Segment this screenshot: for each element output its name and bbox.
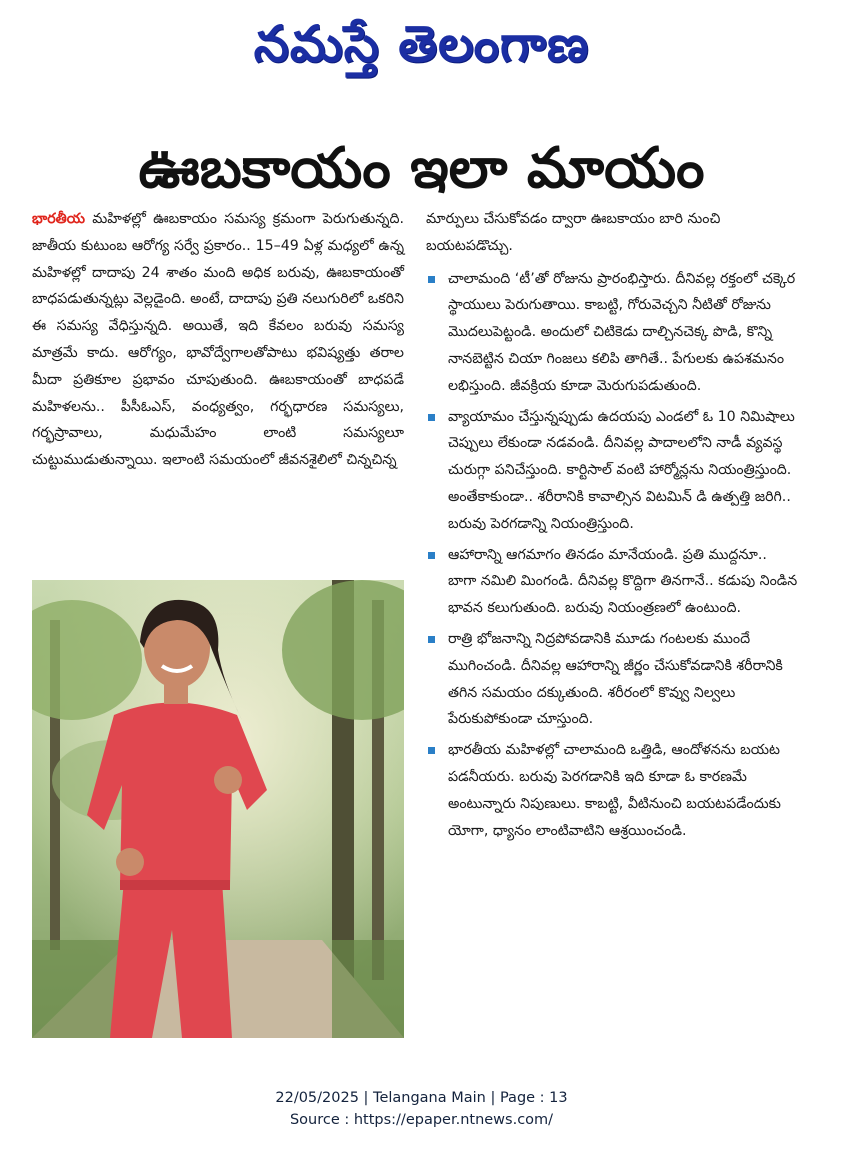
intro-lead-word: భారతీయ (32, 211, 85, 227)
intro-body: మహిళల్లో ఊబకాయం సమస్య క్రమంగా పెరుగుతున్నది. జాతీయ కుటుంబ ఆరోగ్య సర్వే ప్రకారం.. 15–49 ఏళ్ల మధ్యలో ఉన్న మహిళల్లో దాదాపు 24 శాతం మంది అధిక బరువు, ఊబకాయంతో బాధపడుతున్నట్లు వెల్లడైంది. అంటే, దాదాపు ప్రతి నలుగురిలో ఒకరిని ఈ సమస్య వేధిస్తున్నది. అయితే, ఇది కేవలం బరువు సమస్య మాత్రమే కాదు. ఆరోగ్యం, భావోద్వేగాలతోపాటు భవిష్యత్తు తరాల మీదా ప్రతికూల ప్రభావం చూపుతుంది. ఊబకాయంతో బాధపడే మహిళలను.. పీసీఓఎస్, వంధ్యత్వం, గర్భధారణ సమస్యలు, గర్భస్రావాలు, మధుమేహం లాంటి సమస్యలూ చుట్టుముడుతున్నాయి. ఇలాంటి సమయంలో జీవనశైలిలో చిన్నచిన్న (32, 211, 404, 469)
footer-dateline: 22/05/2025 | Telangana Main | Page : 13 (275, 1090, 568, 1106)
tip-text: చాలామంది ‘టీ’తో రోజును ప్రారంభిస్తారు. దీనివల్ల రక్తంలో చక్కెర స్థాయులు పెరుగుతాయి. కాబట్టి, గోరువెచ్చని నీటితో రోజును మొదలుపెట్టండి. అందులో చిటికెడు దాల్చినచెక్క పొడి, కొన్ని నానబెట్టిన చియా గింజలు కలిపి తాగితే.. పేగులకు ఉపశమనం లభిస్తుంది. జీవక్రియ కూడా మెరుగుపడుతుంది. (448, 270, 796, 394)
bullet-square-icon (428, 636, 435, 643)
tips-column (426, 206, 798, 848)
masthead-logo: నమస్తే తెలంగాణ (253, 15, 590, 73)
article-headline: ఊబకాయం ఇలా మాయం (138, 136, 705, 201)
tip-item (426, 266, 798, 400)
bullet-square-icon (428, 747, 435, 754)
tip-item (426, 542, 798, 622)
tip-item (426, 626, 798, 733)
tip-text: రాత్రి భోజనాన్ని నిద్రపోవడానికి మూడు గంటలకు ముందే ముగించండి. దీనివల్ల ఆహారాన్ని జీర్ణం చేసుకోవడానికి శరీరానికి తగిన సమయం దక్కుతుంది. శరీరంలో కొవ్వు నిల్వలు పేరుకుపోకుండా చూస్తుంది. (448, 630, 783, 728)
footer-source-link[interactable]: Source : https://epaper.ntnews.com/ (289, 1112, 554, 1128)
bullet-square-icon (428, 552, 435, 559)
article-intro (32, 206, 404, 474)
intro-continued: మార్పులు చేసుకోవడం ద్వారా ఊబకాయం బారి నుంచి బయటపడొచ్చు. (426, 211, 721, 254)
tip-item (426, 737, 798, 844)
tip-text: భారతీయ మహిళల్లో చాలామంది ఒత్తిడి, ఆందోళనను బయట పడనీయరు. బరువు పెరగడానికి ఇది కూడా ఓ కారణమే అంటున్నారు నిపుణులు. కాబట్టి, వీటినుంచి బయటపడేందుకు యోగా, ధ్యానం లాంటివాటిని ఆశ్రయించండి. (448, 742, 781, 839)
bullet-square-icon (428, 414, 435, 421)
bullet-square-icon (428, 276, 435, 283)
tip-text: వ్యాయామం చేస్తున్నప్పుడు ఉదయపు ఎండలో ఓ 10 నిమిషాలు చెప్పులు లేకుండా నడవండి. దీనివల్ల పాదాలలోని నాడీ వ్యవస్థ చురుగ్గా పనిచేస్తుంది. కార్టిసాల్ వంటి హార్మోన్లను నియంత్రిస్తుంది. అంతేకాకుండా.. శరీరానికి కావాల్సిన విటమిన్ డి ఉత్పత్తి జరిగి.. బరువు పెరగడాన్ని నియంత్రిస్తుంది. (448, 408, 795, 532)
tip-item (426, 404, 798, 538)
tip-text: ఆహారాన్ని ఆగమాగం తినడం మానేయండి. ప్రతి ముద్దనూ.. బాగా నమిలి మింగండి. దీనివల్ల కొద్దిగా తినగానే.. కడుపు నిండిన భావన కలుగుతుంది. బరువు నియంత్రణలో ఉంటుంది. (448, 546, 798, 617)
jogging-woman-photo (32, 580, 404, 1038)
